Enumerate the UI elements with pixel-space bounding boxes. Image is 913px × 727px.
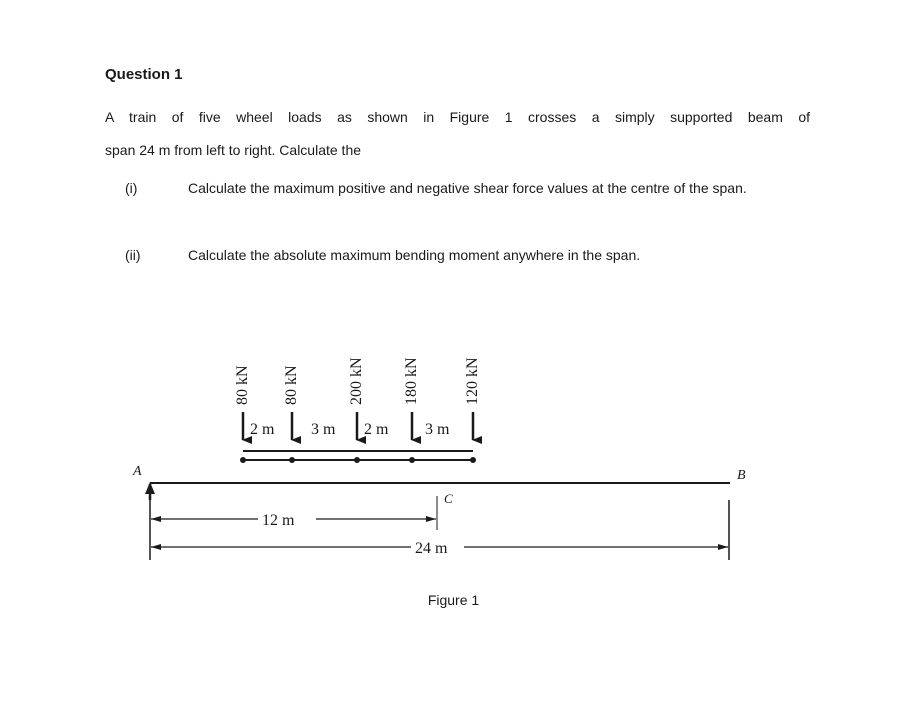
load-label-4: 180 kN bbox=[403, 357, 420, 405]
load-label-1: 80 kN bbox=[234, 365, 251, 405]
wheel-dot-1 bbox=[240, 457, 246, 463]
wheel-dot-5 bbox=[470, 457, 476, 463]
support-label-b: B bbox=[737, 468, 746, 483]
spacing-label-3: 2 m bbox=[364, 421, 389, 438]
intro-line-2: span 24 m from left to right. Calculate the bbox=[105, 142, 362, 158]
spacing-label-4: 3 m bbox=[425, 421, 450, 438]
dim-half-label: 12 m bbox=[262, 512, 295, 529]
item-number: (i) bbox=[125, 180, 138, 196]
dim-span-label: 24 m bbox=[415, 540, 448, 557]
load-label-5: 120 kN bbox=[464, 357, 481, 405]
wheel-dot-3 bbox=[354, 457, 360, 463]
support-label-a: A bbox=[133, 464, 142, 479]
point-c-label: C bbox=[444, 491, 453, 506]
wheel-dot-2 bbox=[289, 457, 295, 463]
wheel-dot-4 bbox=[409, 457, 415, 463]
question-heading: Question 1 bbox=[105, 66, 183, 83]
item-text: Calculate the absolute maximum bending moment anywhere in the span. bbox=[188, 247, 641, 263]
spacing-label-1: 2 m bbox=[250, 421, 275, 438]
load-label-3: 200 kN bbox=[348, 357, 365, 405]
intro-line-1: A train of five wheel loads as shown in Figure 1 crosses a simply supported beam of bbox=[105, 109, 810, 125]
load-label-2: 80 kN bbox=[283, 365, 300, 405]
item-text: Calculate the maximum positive and negative shear force values at the centre of the span. bbox=[188, 180, 747, 196]
figure-caption-text: Figure 1 bbox=[427, 592, 480, 608]
spacing-label-2: 3 m bbox=[311, 421, 336, 438]
figure-caption bbox=[0, 592, 913, 608]
item-number: (ii) bbox=[125, 247, 141, 263]
